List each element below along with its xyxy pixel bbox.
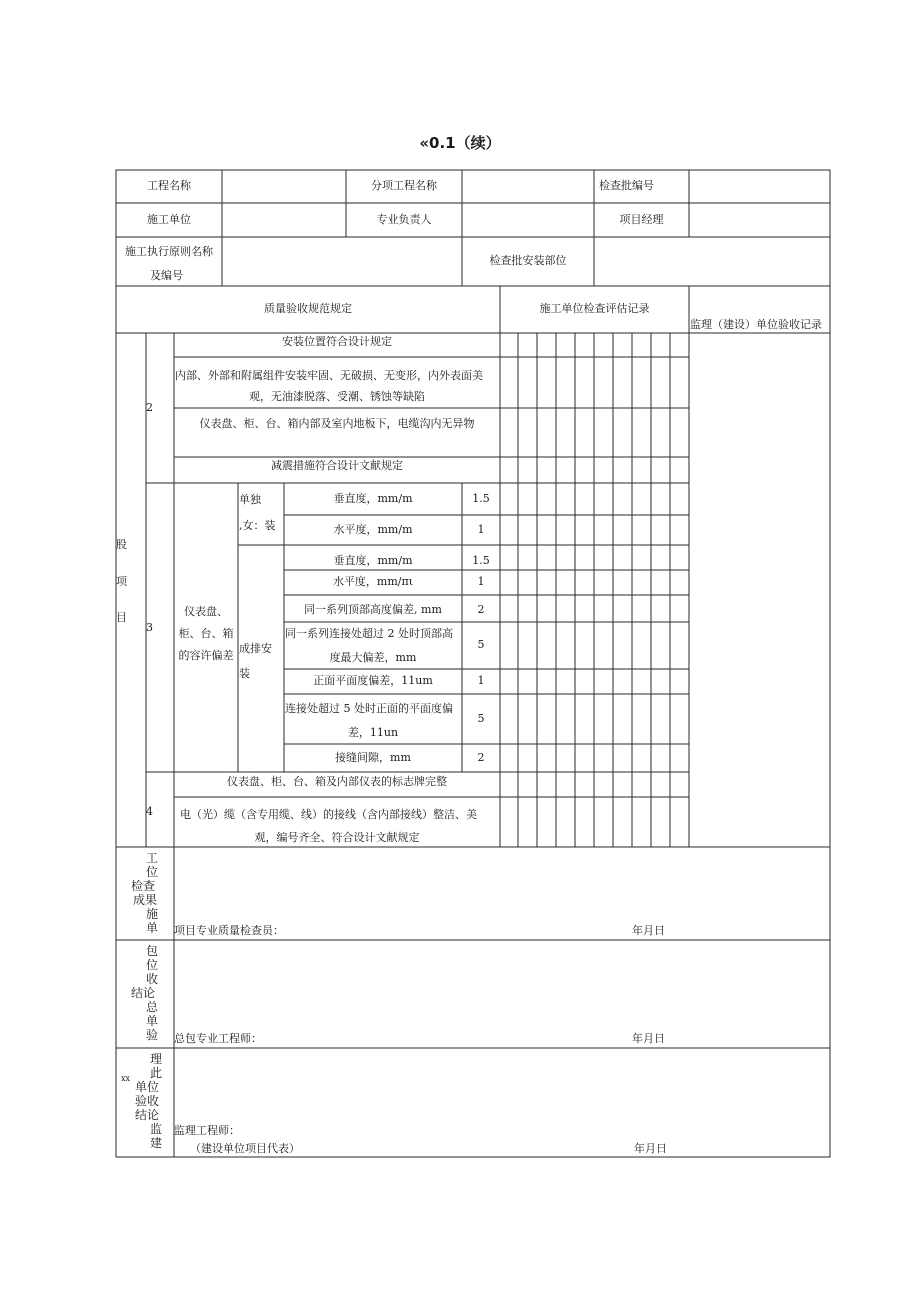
construction-date: 年月日	[632, 924, 665, 937]
footer-c-v6: 单	[146, 921, 159, 935]
item3-r4-value: 1	[477, 575, 485, 588]
footer-g-v6: 单	[146, 1014, 159, 1028]
label-batch-no: 检查批编号	[599, 179, 654, 192]
label-install-location: 检查批安装部位	[489, 254, 567, 267]
footer-c-v2: 位	[146, 865, 159, 879]
item3-r8-label-a: 连接处超过 5 处时正面的平面度偏	[285, 702, 453, 715]
item3-r2-value: 1	[477, 523, 485, 536]
supervisor-date: 年月日	[634, 1142, 667, 1155]
item3-r1-value: 1.5	[472, 492, 490, 505]
label-project-manager: 项目经理	[619, 213, 664, 226]
footer-s-v5: 结论	[135, 1108, 160, 1122]
item3-r5-value: 2	[477, 603, 485, 616]
label-sub-project-name: 分项工程名称	[371, 179, 437, 192]
footer-g-v7: 验	[146, 1028, 159, 1042]
label-professional-lead: 专业负责人	[376, 213, 432, 226]
owner-representative-label: （建设单位项目代表）	[190, 1142, 300, 1155]
item3-r3-value: 1.5	[472, 554, 490, 567]
label-quality-spec: 质量验收规范规定	[264, 302, 352, 315]
item3-r8-label-b: 差，11un	[347, 726, 399, 739]
item3-row-a: 成排安	[239, 642, 272, 655]
item3-single-a: 单独	[239, 493, 261, 506]
general-label-3: 目	[116, 611, 127, 624]
item3-r7-label: 正面平面度偏差，11um	[313, 674, 433, 687]
label-construction-unit: 施工单位	[147, 213, 191, 226]
supervisor-mark: xx	[121, 1074, 131, 1083]
footer-c-v3: 检查	[131, 879, 156, 893]
footer-s-v4: 验收	[135, 1094, 160, 1108]
item3-r6-label-b: 度最大偏差，mm	[329, 651, 417, 664]
general-label-1: 股	[116, 538, 127, 551]
construction-inspector-label: 项目专业质量检查员：	[174, 924, 284, 937]
item4-row1: 仪表盘、柜、台、箱及内部仪表的标志牌完整	[227, 775, 447, 788]
item3-r8-value: 5	[477, 712, 485, 725]
footer-s-v6: 监	[150, 1122, 163, 1136]
footer-c-v1: 工	[146, 851, 159, 865]
item3-r7-value: 1	[477, 674, 485, 687]
footer-g-v5: 总	[146, 1000, 159, 1014]
item3-main-c: 的容许偏差	[178, 649, 234, 662]
item3-r3-label: 垂直度，mm/m	[333, 554, 413, 567]
footer-g-v4: 结论	[131, 986, 156, 1000]
footer-g-v1: 包	[146, 944, 159, 958]
footer-s-v1: 理	[150, 1052, 163, 1066]
item2-number: 2	[146, 401, 153, 414]
item3-main-a: 仪表盘、	[184, 605, 228, 618]
item2-row4: 减震措施符合设计文献规定	[271, 459, 403, 472]
item3-r9-label: 接缝间隙，mm	[335, 751, 411, 764]
item4-row2b: 观，编号齐全、符合设计文献规定	[254, 831, 420, 844]
footer-g-v2: 位	[146, 958, 159, 972]
item2-row2a: 内部、外部和附属组件安装牢固、无破损、无变形，内外表面美	[175, 369, 483, 382]
item3-number: 3	[146, 621, 153, 634]
label-constructor-record: 施工单位检查评估记录	[539, 302, 650, 315]
item3-r5-label: 同一系列顶部高度偏差, mm	[304, 603, 442, 616]
item3-r4-label: 水平度，mm/πι	[332, 575, 414, 588]
item3-r9-value: 2	[477, 751, 485, 764]
item3-r2-label: 水平度，mm/m	[333, 523, 413, 536]
item3-r6-label-a: 同一系列连接处超过 2 处时顶部高	[285, 627, 453, 640]
label-supervisor-record: 监理（建设）单位验收记录	[690, 318, 822, 331]
footer-g-v3: 收	[146, 972, 159, 986]
item4-number: 4	[146, 805, 153, 818]
contractor-date: 年月日	[632, 1032, 665, 1045]
general-label-2: 项	[116, 575, 127, 588]
label-project-name: 工程名称	[147, 179, 191, 192]
item4-row2a: 电（光）缆（含专用缆、线）的接线（含内部接线）整洁、美	[180, 808, 477, 821]
item3-row-b: 装	[239, 667, 250, 680]
footer-s-v7: 建	[150, 1136, 163, 1150]
item3-r1-label: 垂直度，mm/m	[333, 492, 413, 505]
footer-c-v5: 施	[146, 907, 159, 921]
supervisor-engineer-label: 监理工程师：	[174, 1124, 240, 1137]
item3-single-b: ,女：装	[239, 519, 276, 532]
label-standard-name-2: 及编号	[150, 269, 183, 282]
label-standard-name: 施工执行原则名称	[125, 245, 213, 258]
contractor-engineer-label: 总包专业工程师：	[174, 1032, 262, 1045]
item3-r6-value: 5	[477, 638, 485, 651]
footer-c-v4: 成果	[133, 893, 158, 907]
item3-main-b: 柜、台、箱	[178, 627, 234, 640]
item2-row2b: 观，无油漆脱落、受潮、锈蚀等缺陷	[249, 390, 425, 403]
item2-row1: 安装位置符合设计规定	[282, 335, 392, 348]
footer-s-v3: 单位	[135, 1080, 160, 1094]
footer-s-v2: 此	[150, 1066, 163, 1080]
item2-row3: 仪表盘、柜、台、箱内部及室内地板下，电缆沟内无异物	[199, 417, 475, 430]
page-title: «0.1（续）	[419, 134, 501, 152]
